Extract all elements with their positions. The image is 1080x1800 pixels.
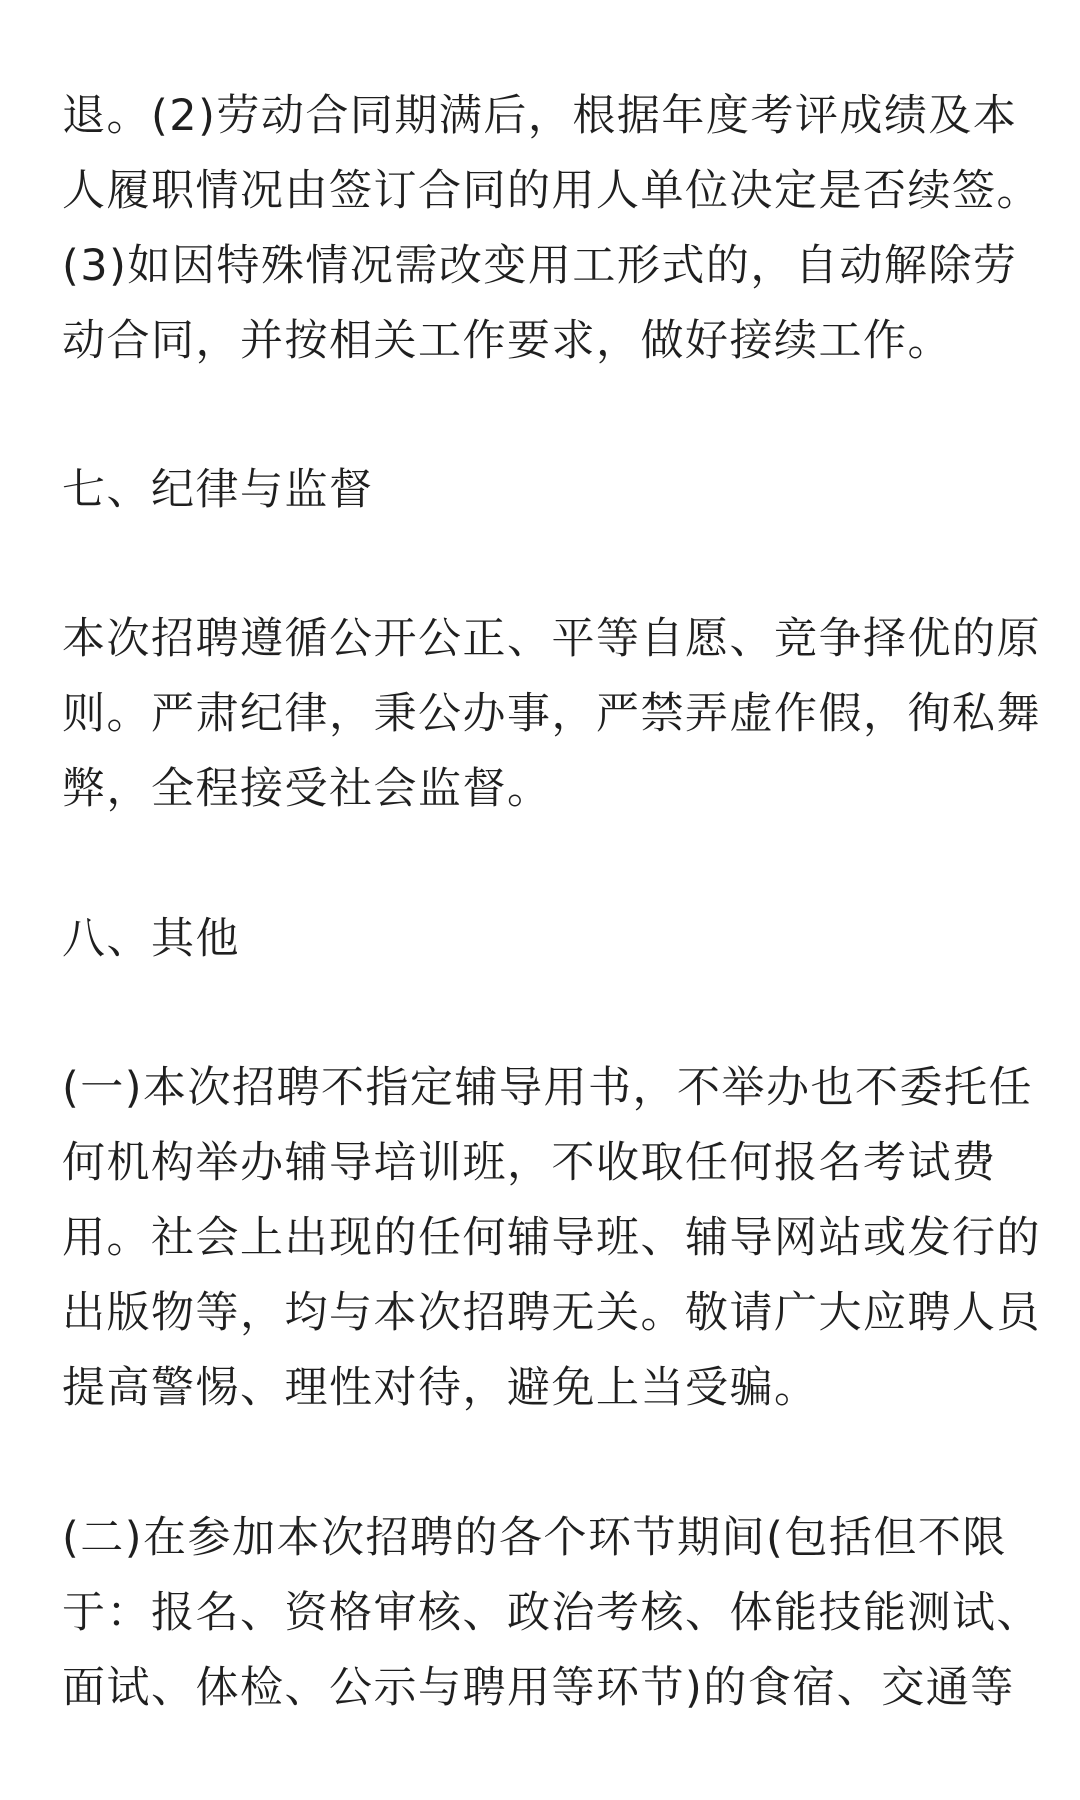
text-line: 本次招聘遵循公开公正、平等自愿、竞争择优的原 [62,614,1041,664]
text-line: 于：报名、资格审核、政治考核、体能技能测试、 [62,1588,1041,1638]
text-line: 退。(2)劳动合同期满后，根据年度考评成绩及本 [62,91,1018,141]
text-line: 人履职情况由签订合同的用人单位决定是否续签。 [62,166,1041,216]
text-line: 何机构举办辅导培训班，不收取任何报名考试费 [62,1138,997,1188]
section-heading: 八、其他 [62,914,240,964]
text-line: (3)如因特殊情况需改变用工形式的，自动解除劳 [62,241,1018,291]
text-line: 动合同，并按相关工作要求，做好接续工作。 [62,316,952,366]
text-line: (二)在参加本次招聘的各个环节期间(包括但不限 [62,1513,1007,1563]
text-line: 弊，全程接受社会监督。 [62,764,552,814]
text-line: 提高警惕、理性对待，避免上当受骗。 [62,1363,819,1413]
text-line: 面试、体检、公示与聘用等环节)的食宿、交通等 [62,1663,1015,1713]
text-line: 用。社会上出现的任何辅导班、辅导网站或发行的 [62,1213,1041,1263]
text-line: 出版物等，均与本次招聘无关。敬请广大应聘人员 [62,1288,1041,1338]
section-heading: 七、纪律与监督 [62,465,374,515]
text-line: 则。严肃纪律，秉公办事，严禁弄虚作假，徇私舞 [62,689,1041,739]
text-line: (一)本次招聘不指定辅导用书，不举办也不委托任 [62,1063,1034,1113]
